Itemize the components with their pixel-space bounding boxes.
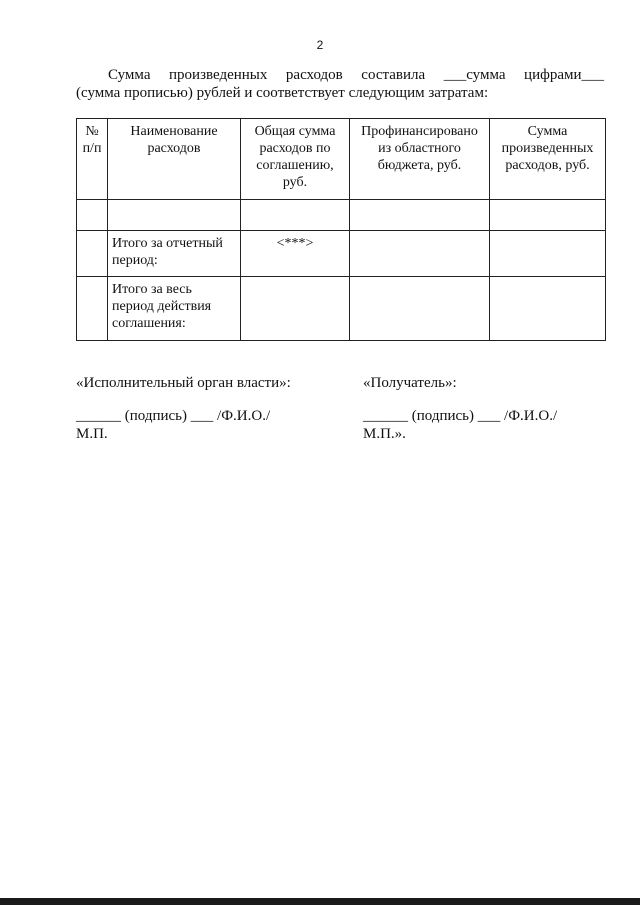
page-number: 2 [316,38,324,52]
period-total-label: Итого за отчетный период: [108,231,241,277]
intro-line-1: Сумма произведенных расходов составила ___сумма цифрами___ [108,67,604,83]
table-cell [241,200,350,231]
expenses-table [76,118,606,341]
right-party-title: «Получатель»: [363,375,457,391]
table-cell [108,200,241,231]
table-cell [77,277,108,341]
table-cell [77,200,108,231]
table-cell [77,231,108,277]
table-row-agreement-total [77,277,606,341]
table-cell [350,231,490,277]
header-number: № п/п [77,119,108,200]
table-cell [350,200,490,231]
header-regional-funding: Профинансировано из областного бюджета, руб. [350,119,490,200]
intro-line-2: (сумма прописью) рублей и соответствует следующим затратам: [76,85,489,101]
agreement-total-label: Итого за весь период действия соглашения: [108,277,241,341]
table-row [77,200,606,231]
scan-edge-bar [0,898,640,905]
period-total-marker: <***> [241,231,350,277]
left-signature-line: ______ (подпись) ___ /Ф.И.О./ [76,408,271,424]
table-cell [490,231,606,277]
right-signature-line: ______ (подпись) ___ /Ф.И.О./ [363,408,558,424]
header-total-amount: Общая сумма расходов по соглашению, руб. [241,119,350,200]
table-cell [241,277,350,341]
table-header-row [77,119,606,200]
table-cell [350,277,490,341]
header-expenses-made: Сумма произведенных расходов, руб. [490,119,606,200]
header-expense-name: Наименование расходов [108,119,241,200]
right-stamp: М.П.». [363,426,406,442]
left-stamp: М.П. [76,426,108,442]
table-cell [490,200,606,231]
left-party-title: «Исполнительный орган власти»: [76,375,291,391]
table-cell [490,277,606,341]
intro-paragraph [76,66,604,102]
table-row-period-total [77,231,606,277]
